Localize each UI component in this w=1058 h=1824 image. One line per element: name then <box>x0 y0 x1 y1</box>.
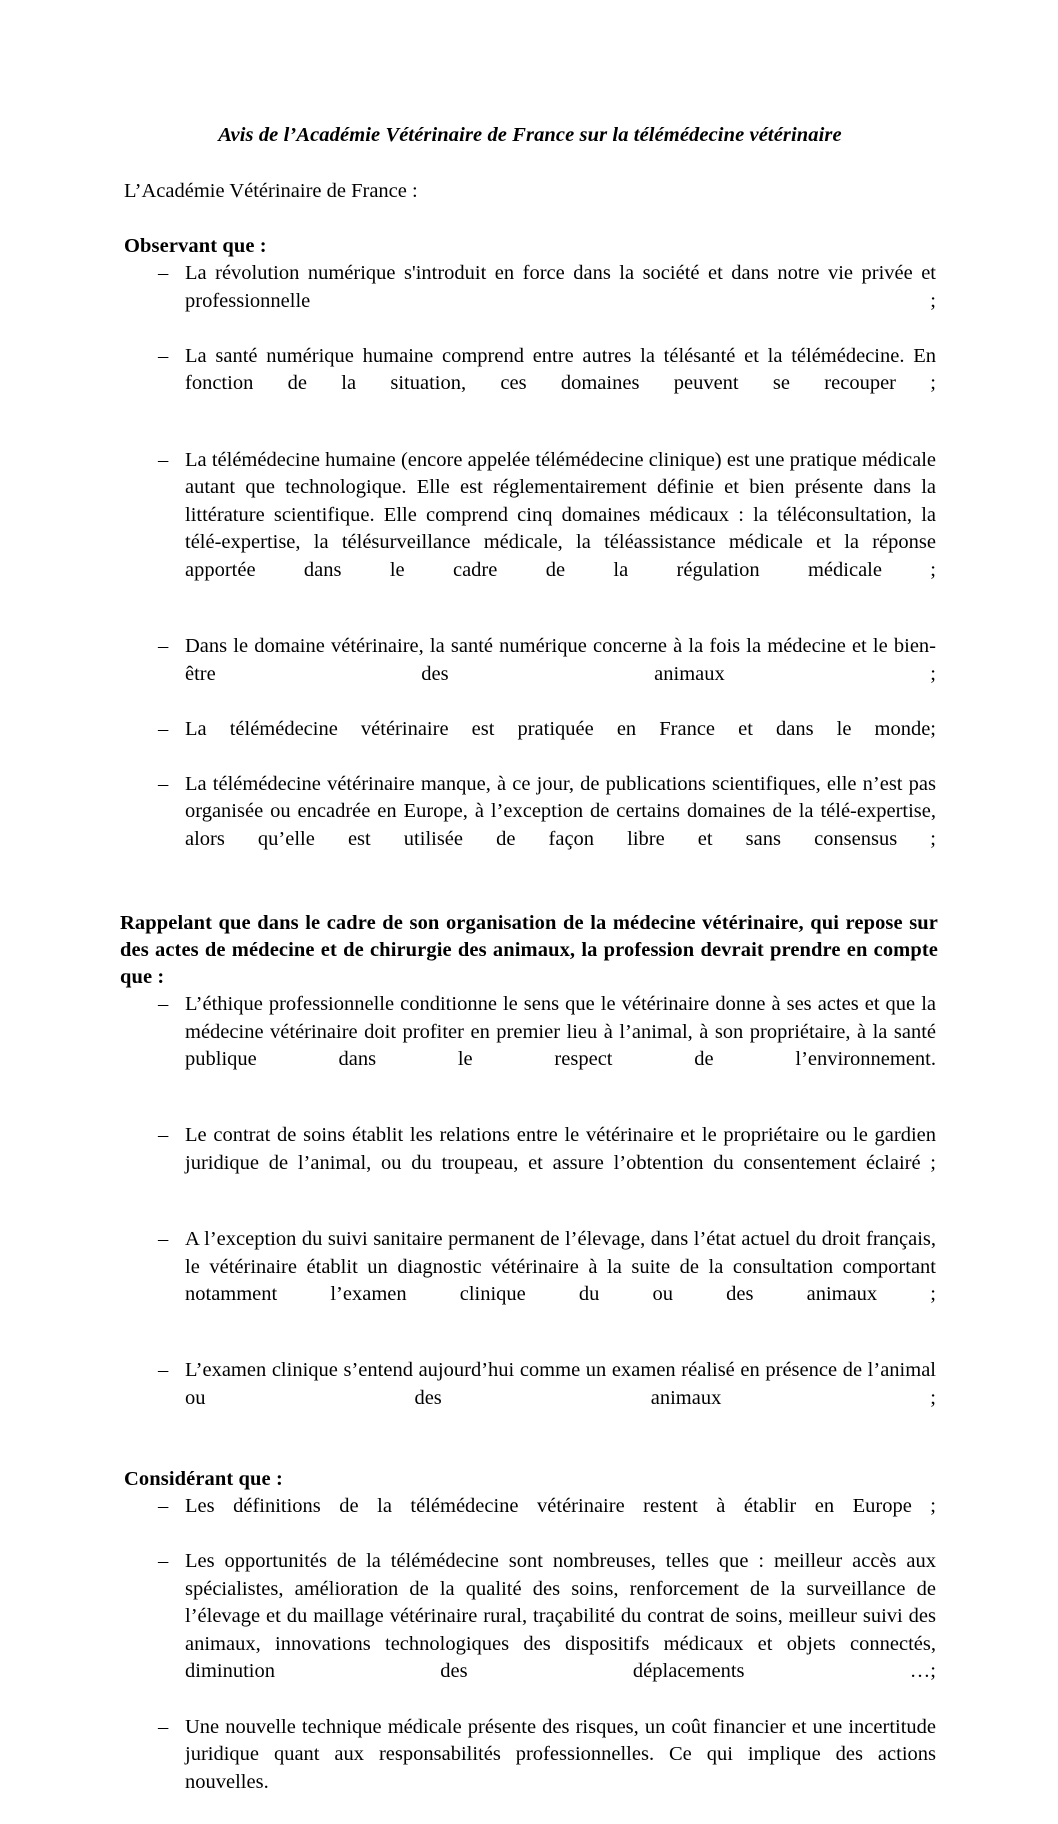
page-title: Avis de l’Académie Vétérinaire de France sur la télémédecine vétérinaire <box>218 124 842 146</box>
dash-marker: – <box>158 1124 169 1147</box>
dash-marker: – <box>158 1715 169 1738</box>
list-item <box>124 716 936 771</box>
list-item <box>124 1357 936 1440</box>
dash-marker: – <box>158 448 169 471</box>
list-item <box>124 1122 936 1205</box>
dash-marker: – <box>158 1228 169 1251</box>
dash-marker: – <box>158 993 169 1016</box>
list-considerant <box>124 1493 936 1824</box>
list-item-text: La santé numérique humaine comprend entre autres la télésanté et la télémédecine. En fonction de la situation, ces domaines peuvent se recouper ; <box>185 344 936 395</box>
section-heading-rappelant: Rappelant que dans le cadre de son organisation de la médecine vétérinaire, qui repose sur des actes de médecine et de chirurgie des animaux, la profession devrait prendre en compte que : <box>120 912 938 989</box>
list-item <box>124 991 936 1101</box>
list-item <box>124 1714 936 1824</box>
list-item-text: La télémédecine vétérinaire manque, à ce jour, de publications scientifiques, elle n’est pas organisée ou encadrée en Europe, à l’exception de certains domaines de la télé-expertise, alors qu’elle est utilisée de façon libre et sans consensus ; <box>185 772 936 850</box>
list-item-text: A l’exception du suivi sanitaire permanent de l’élevage, dans l’état actuel du droit français, le vétérinaire établit un diagnostic vétérinaire à la suite de la consultation comportant notamment l’examen clinique du ou des animaux ; <box>185 1228 936 1306</box>
list-item-text: Dans le domaine vétérinaire, la santé numérique concerne à la fois la médecine et le bien-être des animaux ; <box>185 634 936 685</box>
dash-marker: – <box>158 717 169 740</box>
list-item <box>124 447 936 612</box>
list-item-text: La télémédecine vétérinaire est pratiquée en France et dans le monde; <box>185 717 936 740</box>
list-item-text: L’examen clinique s’entend aujourd’hui comme un examen réalisé en présence de l’animal ou des animaux ; <box>185 1359 936 1409</box>
section-heading-considerant: Considérant que : <box>124 1468 283 1491</box>
list-item <box>124 260 936 343</box>
list-item-text: Les opportunités de la télémédecine sont nombreuses, telles que : meilleur accès aux spécialistes, amélioration de la qualité des soins, renforcement de la surveillance de l’élevage et du maillage vétérinaire rural, traçabilité du contrat de soins, meilleur suivi des animaux, innovations technologiques des dispositifs médicaux et objets connectés, diminution des déplacements …; <box>185 1550 936 1683</box>
list-item <box>124 771 936 881</box>
list-item-text: Une nouvelle technique médicale présente des risques, un coût financier et une incertitude juridique quant aux responsabilités professionnelles. Ce qui implique des actions nouvelles. <box>185 1715 936 1793</box>
dash-marker: – <box>158 1359 169 1382</box>
list-item-text: L’éthique professionnelle conditionne le sens que le vétérinaire donne à ses actes et que la médecine vétérinaire doit profiter en premier lieu à l’animal, à son propriétaire, à la santé publique dans le respect de l’environnement. <box>185 993 936 1071</box>
list-item-text: Le contrat de soins établit les relations entre le vétérinaire et le propriétaire ou le gardien juridique de l’animal, ou du troupeau, et assure l’obtention du consentement éclairé ; <box>185 1124 936 1174</box>
document-body <box>120 0 938 1824</box>
list-item <box>124 1548 936 1713</box>
intro-paragraph: L’Académie Vétérinaire de France : <box>124 179 418 202</box>
list-item <box>124 633 936 716</box>
list-item <box>124 343 936 426</box>
list-observant <box>124 260 936 881</box>
list-item-text: La révolution numérique s'introduit en force dans la société et dans notre vie privée et professionnelle ; <box>185 262 936 312</box>
dash-marker: – <box>158 344 169 367</box>
dash-marker: – <box>158 262 169 285</box>
section-heading-observant: Observant que : <box>124 235 267 258</box>
dash-marker: – <box>158 1495 169 1518</box>
list-item-text: La télémédecine humaine (encore appelée télémédecine clinique) est une pratique médicale autant que technologique. Elle est réglementairement définie et bien présente dans la littérature scientifique. Elle comprend cinq domaines médicaux : la téléconsultation, la télé-expertise, la télésurveillance médicale, la téléassistance médicale et la réponse apportée dans le cadre de la régulation médicale ; <box>185 448 936 581</box>
dash-marker: – <box>158 634 169 657</box>
dash-marker: – <box>158 772 169 795</box>
list-item <box>124 1493 936 1548</box>
list-rappelant <box>124 991 936 1440</box>
list-item-text: Les définitions de la télémédecine vétérinaire restent à établir en Europe ; <box>185 1495 936 1518</box>
list-item <box>124 1226 936 1336</box>
dash-marker: – <box>158 1550 169 1573</box>
